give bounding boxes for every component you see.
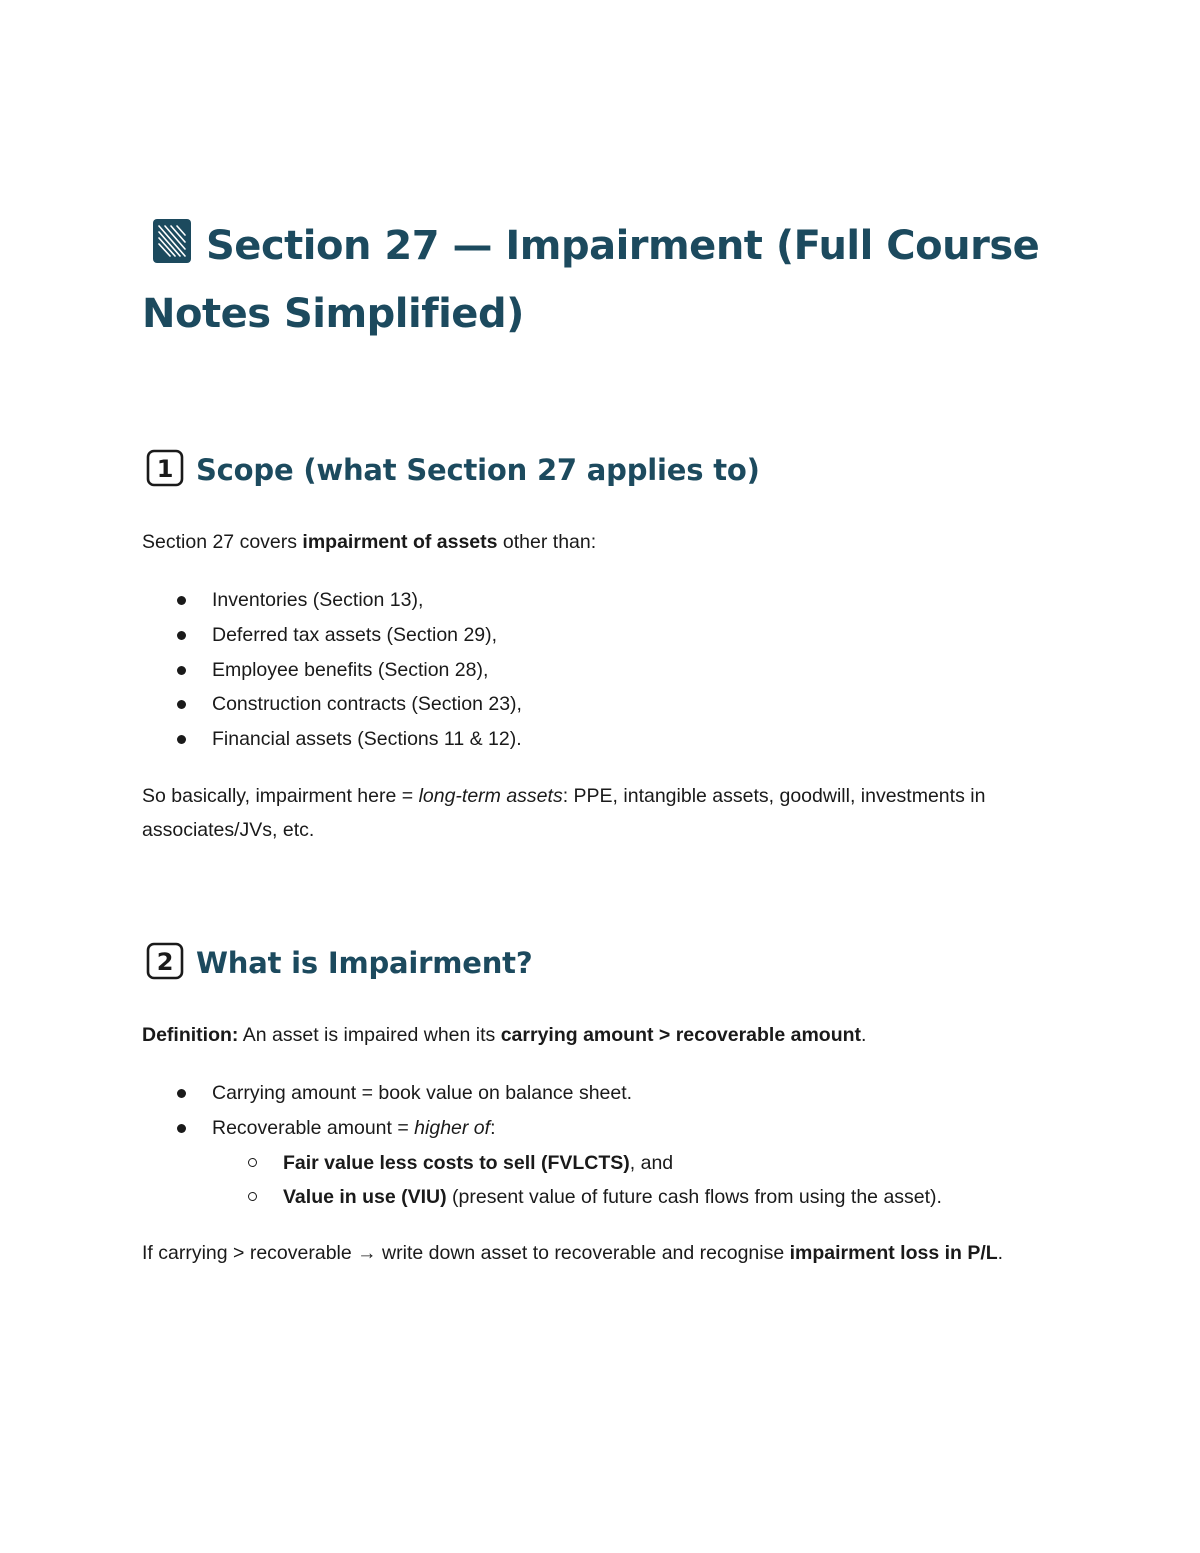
sub-list-item xyxy=(212,1146,1072,1180)
list-item-text: Employee benefits (Section 28), xyxy=(212,658,489,681)
sub-item-text: , and xyxy=(629,1151,674,1174)
keycap-1-icon xyxy=(146,449,184,487)
page-title-text: Section 27 — Impairment (Full Course Notes Simplified) xyxy=(142,223,1040,337)
definition-label: Definition: xyxy=(142,1024,239,1046)
section-1-heading-text: Scope (what Section 27 applies to) xyxy=(196,453,760,487)
list-item-suffix: : xyxy=(490,1116,496,1139)
bullet-icon xyxy=(177,1089,186,1098)
list-item-italic: higher of xyxy=(414,1116,491,1139)
circle-bullet-icon xyxy=(248,1192,257,1201)
list-item-text: Inventories (Section 13), xyxy=(212,589,424,611)
bullet-icon xyxy=(177,700,186,709)
bullet-icon xyxy=(177,666,186,675)
sub-item-bold: Value in use (VIU) xyxy=(283,1185,447,1208)
summary-suffix: : PPE, intangible assets, goodwill, investments in associates/JVs, etc. xyxy=(142,785,986,841)
section-1-summary xyxy=(142,779,992,847)
list-item xyxy=(142,1111,1072,1214)
keycap-2-number: 2 xyxy=(156,948,174,976)
summary-text: So basically, impairment here = xyxy=(142,785,419,807)
list-item xyxy=(142,618,1072,653)
keycap-1-number: 1 xyxy=(156,455,174,483)
scope-exclusions-list xyxy=(142,583,1072,757)
conclusion-bold: impairment loss in P/L xyxy=(789,1242,998,1264)
list-item-text: Recoverable amount = xyxy=(212,1116,415,1139)
document-icon xyxy=(152,218,192,264)
conclusion-text: If carrying > recoverable → write down asset to recoverable and recognise xyxy=(142,1242,790,1264)
bullet-icon xyxy=(177,1124,186,1133)
section-2-conclusion xyxy=(142,1236,1072,1270)
bullet-icon xyxy=(177,596,186,605)
section-2-definition xyxy=(142,1018,1072,1052)
section-1-heading xyxy=(142,449,760,490)
section-2-heading xyxy=(142,942,532,983)
intro-text: Section 27 covers xyxy=(142,531,303,553)
definition-bold: carrying amount > recoverable amount xyxy=(500,1024,862,1046)
list-item-text: Financial assets (Sections 11 & 12). xyxy=(212,728,522,751)
intro-suffix: other than: xyxy=(497,531,597,553)
keycap-2-icon xyxy=(146,942,184,980)
bullet-icon xyxy=(177,631,186,640)
definition-end: . xyxy=(861,1024,867,1046)
bullet-icon xyxy=(177,735,186,744)
circle-bullet-icon xyxy=(248,1158,257,1167)
definition-text: An asset is impaired when its xyxy=(238,1024,501,1046)
summary-italic: long-term assets xyxy=(418,785,563,807)
list-item xyxy=(142,653,1072,688)
list-item-text: Construction contracts (Section 23), xyxy=(212,693,522,716)
section-1-intro xyxy=(142,525,1072,559)
list-item-text: Carrying amount = book value on balance sheet. xyxy=(212,1082,633,1104)
list-item xyxy=(142,1076,1072,1111)
conclusion-end: . xyxy=(997,1242,1004,1264)
impairment-terms-list xyxy=(142,1076,1072,1214)
recoverable-sublist xyxy=(212,1146,1072,1214)
list-item xyxy=(142,583,1072,618)
section-2-heading-text: What is Impairment? xyxy=(196,946,533,980)
page-title xyxy=(142,212,1072,348)
list-item xyxy=(142,722,1072,757)
sub-item-bold: Fair value less costs to sell (FVLCTS) xyxy=(283,1151,630,1174)
list-item-text: Deferred tax assets (Section 29), xyxy=(212,623,498,646)
sub-item-text: (present value of future cash flows from using the asset). xyxy=(446,1185,942,1208)
list-item xyxy=(142,687,1072,722)
sub-list-item xyxy=(212,1180,1072,1214)
intro-bold: impairment of assets xyxy=(302,531,498,553)
